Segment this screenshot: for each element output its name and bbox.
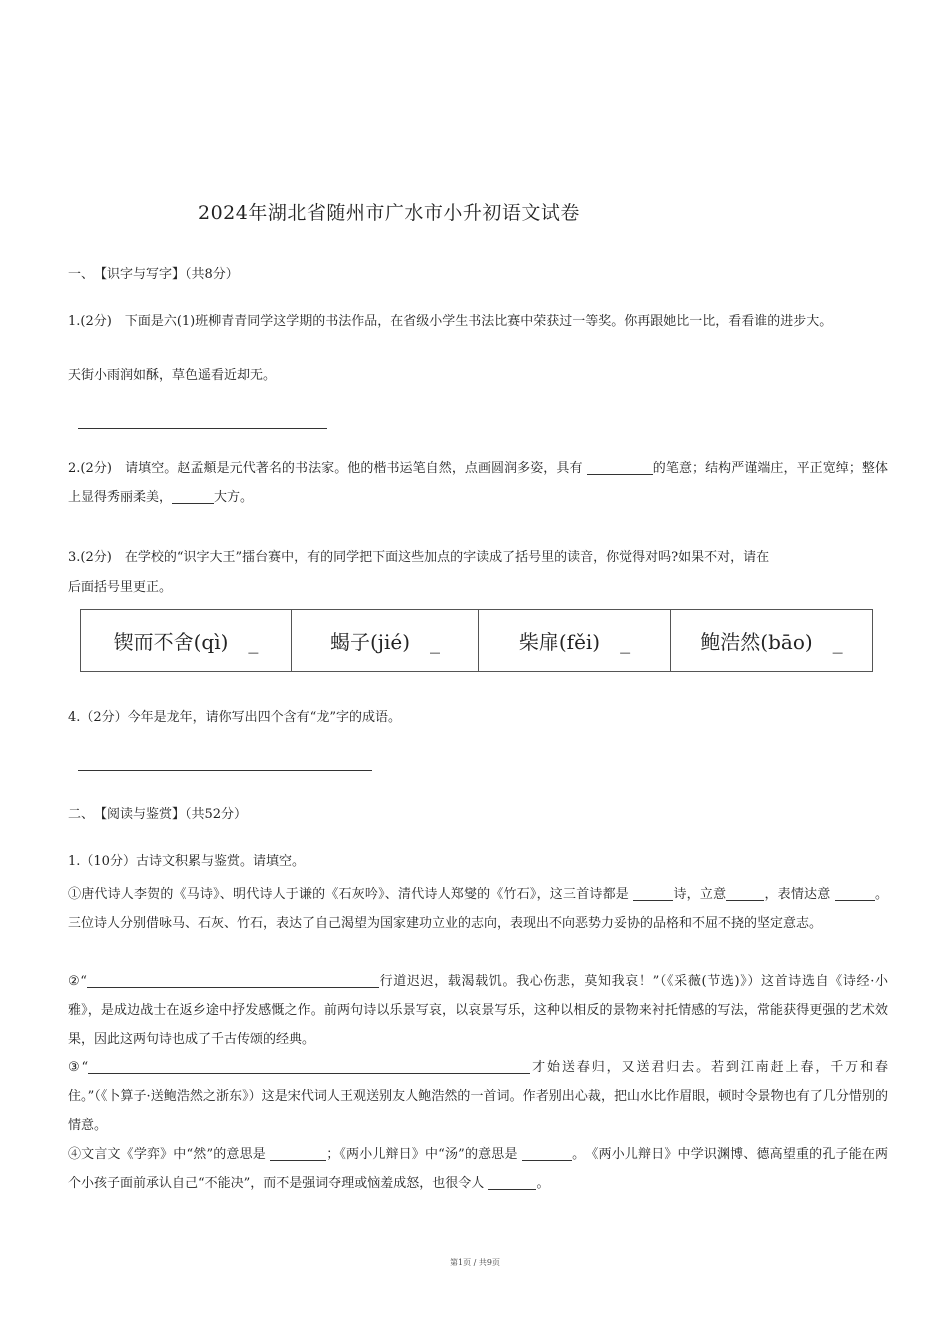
question-1-answer-line[interactable] — [78, 428, 327, 429]
question-2-blank-2[interactable] — [172, 489, 214, 504]
poem-intent-blank[interactable] — [726, 886, 764, 901]
page-title: 2024年湖北省随州市广水市小升初语文试卷 — [198, 202, 580, 224]
question-4-answer-line[interactable] — [78, 770, 372, 771]
feeling-blank[interactable] — [488, 1175, 536, 1190]
pinyin-cell[interactable]: 鲍浩然(bāo) _ — [671, 610, 873, 672]
page-footer: 第1页 / 共9页 — [450, 1258, 500, 1267]
poem-expression-blank[interactable] — [835, 886, 875, 901]
section-1-heading: 一、 【识字与写字】（共8分） — [68, 267, 239, 282]
tang-meaning-blank[interactable] — [522, 1146, 572, 1161]
reading-question-1-intro: 1.（10分）古诗文积累与鉴赏。请填空。 — [68, 854, 305, 869]
pinyin-table — [80, 609, 873, 672]
question-2-text: 2.(2分) 请填空。赵孟頫是元代著名的书法家。他的楷书运笔自然，点画圆润多姿，具有 的笔意；结构严谨端庄，平正宽绰；整体上显得秀丽柔美， 大方。 — [68, 461, 888, 505]
question-3-line-1: 3.(2分) 在学校的“识字大王”擂台赛中，有的同学把下面这些加点的字读成了括号里的读音，你觉得对吗?如果不对，请在 — [68, 550, 770, 565]
pinyin-cell[interactable]: 蝎子(jié) _ — [292, 610, 479, 672]
section-2-heading: 二、 【阅读与鉴赏】（共52分） — [68, 807, 248, 822]
busuanzi-verse-blank[interactable] — [88, 1059, 530, 1074]
reading-paragraph-2: ②“ 行道迟迟，载渴载饥。我心伤悲，莫知我哀！”（《采薇(节选)》）这首诗选自《诗经·小雅》，是成边战士在返乡途中抒发感慨之作。前两句诗以乐景写哀，以哀景写乐，这种以相反的景物来衬托情感的写法，常能获得更强的艺术效果，因此这两句诗也成了千古传颂的经典。 — [68, 974, 888, 1047]
reading-paragraph-3: ③“ 才始送春归，又送君归去。若到江南赶上春，千万和春住。”（《卜算子·送鲍浩然之浙东》）这是宋代词人王观送别友人鲍浩然的一首词。作者别出心裁，把山水比作眉眼，顿时令景物也有了几分惜别的情意。 — [68, 1060, 888, 1133]
question-4-text: 4.（2分）今年是龙年，请你写出四个含有“龙”字的成语。 — [68, 710, 401, 725]
question-1-text: 1.(2分) 下面是六(1)班柳青青同学这学期的书法作品，在省级小学生书法比赛中荣获过一等奖。你再跟她比一比，看看谁的进步大。 — [68, 314, 833, 329]
pinyin-cell[interactable]: 锲而不舍(qì) _ — [81, 610, 292, 672]
reading-paragraph-4: ④文言文《学弈》中“然”的意思是 ；《两小儿辩日》中“汤”的意思是 。 《两小儿辩日》中学识渊博、德高望重的孔子能在两个小孩子面前承认自己“不能决”，而不是强词夺理或恼羞成怒，也很令人 。 — [68, 1147, 888, 1191]
question-2-blank-1[interactable] — [587, 460, 653, 475]
question-1-poem: 天街小雨润如酥，草色遥看近却无。 — [68, 368, 277, 383]
ran-meaning-blank[interactable] — [270, 1146, 326, 1161]
pinyin-cell[interactable]: 柴扉(fěi) _ — [479, 610, 671, 672]
reading-paragraph-1: ①唐代诗人李贺的《马诗》、明代诗人于谦的《石灰吟》、清代诗人郑燮的《竹石》，这三首诗都是 诗，立意 ，表情达意 。三位诗人分别借咏马、石灰、竹石，表达了自己渴望为国家建功立业的志向，表现出不向恶势力妥协的品格和不屈不挠的坚定意志。 — [68, 887, 888, 931]
poem-type-blank[interactable] — [633, 886, 673, 901]
question-3-line-2: 后面括号里更正。 — [68, 580, 173, 595]
caiwei-verse-blank[interactable] — [87, 973, 379, 988]
